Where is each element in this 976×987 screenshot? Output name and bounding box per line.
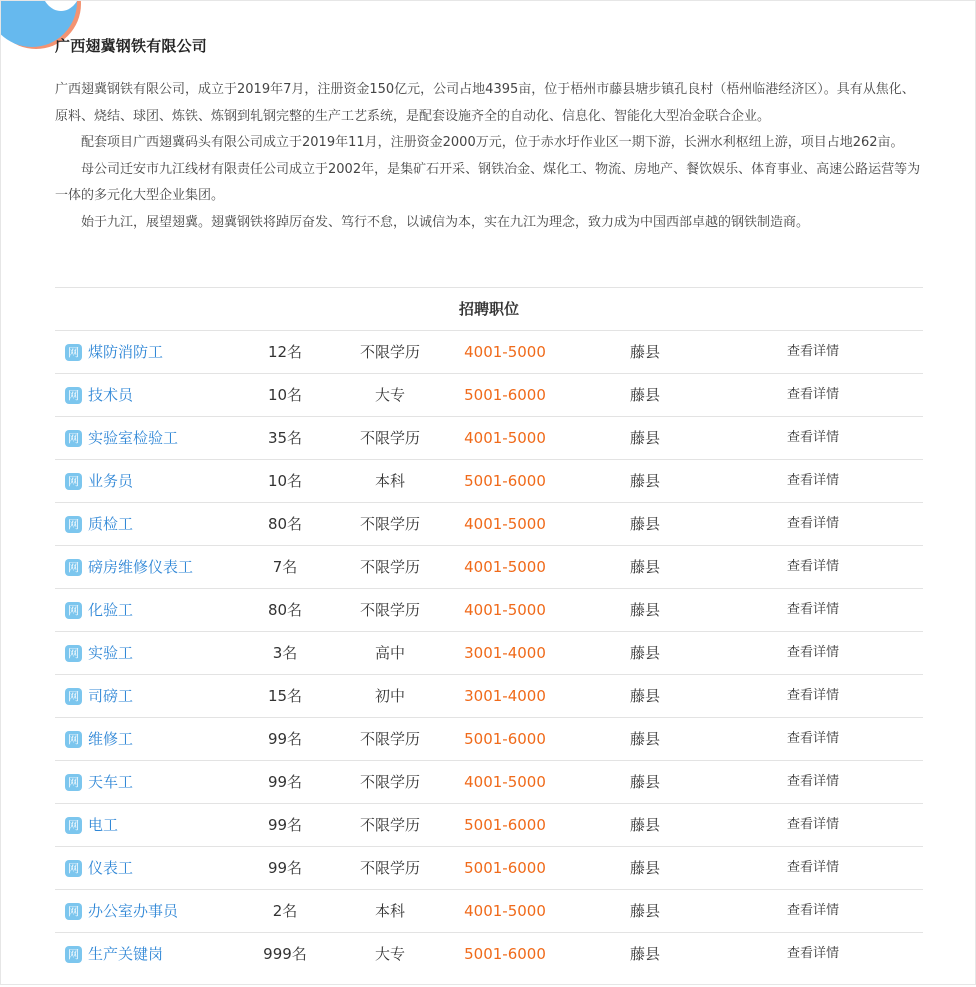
view-details-link[interactable]: 查看详情	[786, 946, 839, 961]
view-details-link[interactable]: 查看详情	[786, 602, 839, 617]
job-headcount: 7名	[272, 558, 298, 576]
job-title-link[interactable]: 司磅工	[88, 687, 134, 705]
job-salary: 4001-5000	[464, 601, 546, 619]
job-salary: 5001-6000	[464, 945, 546, 963]
job-location: 藤县	[629, 945, 660, 963]
job-row	[55, 589, 923, 632]
view-details-link[interactable]: 查看详情	[786, 817, 839, 832]
job-headcount: 80名	[267, 515, 303, 533]
job-row	[55, 417, 923, 460]
view-details-link[interactable]: 查看详情	[786, 903, 839, 918]
job-salary: 4001-5000	[464, 902, 546, 920]
job-salary: 5001-6000	[464, 730, 546, 748]
job-title-link[interactable]: 化验工	[88, 601, 134, 619]
web-badge-icon: 网	[65, 860, 82, 877]
job-title-link[interactable]: 实验工	[88, 644, 134, 662]
job-title-link[interactable]: 维修工	[88, 730, 134, 748]
view-details-link[interactable]: 查看详情	[786, 473, 839, 488]
job-title-link[interactable]: 仪表工	[88, 859, 134, 877]
job-row	[55, 804, 923, 847]
job-location: 藤县	[629, 429, 660, 447]
company-title: 广西翅冀钢铁有限公司	[55, 37, 208, 55]
job-location: 藤县	[629, 687, 660, 705]
web-badge-icon: 网	[65, 473, 82, 490]
job-education: 不限学历	[359, 429, 420, 447]
job-headcount: 999名	[263, 945, 307, 963]
job-row	[55, 847, 923, 890]
job-title-link[interactable]: 煤防消防工	[88, 343, 164, 361]
job-location: 藤县	[629, 859, 660, 877]
job-headcount: 10名	[267, 386, 303, 404]
view-details-link[interactable]: 查看详情	[786, 430, 839, 445]
job-education: 不限学历	[359, 601, 420, 619]
job-salary: 4001-5000	[464, 515, 546, 533]
web-badge-icon: 网	[65, 817, 82, 834]
job-location: 藤县	[629, 558, 660, 576]
job-education: 本科	[374, 472, 405, 490]
job-headcount: 99名	[267, 816, 303, 834]
view-details-link[interactable]: 查看详情	[786, 860, 839, 875]
view-details-link[interactable]: 查看详情	[786, 645, 839, 660]
job-title-link[interactable]: 质检工	[88, 515, 134, 533]
job-location: 藤县	[629, 472, 660, 490]
job-location: 藤县	[629, 773, 660, 791]
job-education: 不限学历	[359, 343, 420, 361]
view-details-link[interactable]: 查看详情	[786, 344, 839, 359]
web-badge-icon: 网	[65, 430, 82, 447]
job-title-link[interactable]: 实验室检验工	[88, 429, 179, 447]
web-badge-icon: 网	[65, 903, 82, 920]
job-row	[55, 546, 923, 589]
job-list	[55, 287, 923, 975]
web-badge-icon: 网	[65, 946, 82, 963]
job-education: 高中	[374, 644, 405, 662]
job-row	[55, 460, 923, 503]
intro-paragraph-1: 广西翅冀钢铁有限公司，成立于2019年7月，注册资金150亿元，公司占地4395亩，位于梧州市藤县塘步镇孔良村（梧州临港经济区）。具有从焦化、原料、烧结、球团、炼铁、炼钢到轧钢完整的生产工艺系统，是配套设施齐全的自动化、信息化、智能化大型冶金联合企业。	[55, 82, 915, 124]
job-salary: 4001-5000	[464, 773, 546, 791]
job-salary: 4001-5000	[464, 343, 546, 361]
view-details-link[interactable]: 查看详情	[786, 774, 839, 789]
job-row	[55, 632, 923, 675]
job-title-link[interactable]: 技术员	[88, 386, 134, 404]
job-location: 藤县	[629, 816, 660, 834]
job-education: 不限学历	[359, 859, 420, 877]
job-education: 不限学历	[359, 558, 420, 576]
job-headcount: 99名	[267, 730, 303, 748]
view-details-link[interactable]: 查看详情	[786, 387, 839, 402]
job-salary: 5001-6000	[464, 859, 546, 877]
job-row	[55, 331, 923, 374]
job-headcount: 99名	[267, 859, 303, 877]
job-list-header: 招聘职位	[55, 288, 923, 331]
job-rows	[55, 331, 923, 975]
web-badge-icon: 网	[65, 688, 82, 705]
job-education: 不限学历	[359, 773, 420, 791]
job-location: 藤县	[629, 644, 660, 662]
job-headcount: 80名	[267, 601, 303, 619]
job-salary: 4001-5000	[464, 558, 546, 576]
job-salary: 4001-5000	[464, 429, 546, 447]
job-education: 不限学历	[359, 816, 420, 834]
job-row	[55, 718, 923, 761]
job-title-link[interactable]: 磅房维修仪表工	[88, 558, 194, 576]
web-badge-icon: 网	[65, 559, 82, 576]
job-headcount: 15名	[267, 687, 303, 705]
job-row	[55, 933, 923, 975]
job-education: 大专	[374, 386, 405, 404]
job-title-link[interactable]: 生产关键岗	[88, 945, 164, 963]
web-badge-icon: 网	[65, 516, 82, 533]
job-row	[55, 890, 923, 933]
web-badge-icon: 网	[65, 387, 82, 404]
web-badge-icon: 网	[65, 645, 82, 662]
view-details-link[interactable]: 查看详情	[786, 516, 839, 531]
job-location: 藤县	[629, 343, 660, 361]
job-location: 藤县	[629, 730, 660, 748]
job-row	[55, 675, 923, 718]
job-salary: 5001-6000	[464, 816, 546, 834]
job-headcount: 35名	[267, 429, 303, 447]
job-education: 大专	[374, 945, 405, 963]
web-badge-icon: 网	[65, 602, 82, 619]
job-salary: 5001-6000	[464, 472, 546, 490]
job-headcount: 99名	[267, 773, 303, 791]
job-salary: 3001-4000	[464, 644, 546, 662]
web-badge-icon: 网	[65, 344, 82, 361]
view-details-link[interactable]: 查看详情	[786, 559, 839, 574]
job-headcount: 12名	[267, 343, 303, 361]
job-education: 不限学历	[359, 515, 420, 533]
job-salary: 5001-6000	[464, 386, 546, 404]
job-education: 本科	[374, 902, 405, 920]
job-title-link[interactable]: 天车工	[88, 773, 134, 791]
job-education: 初中	[374, 687, 405, 705]
job-location: 藤县	[629, 515, 660, 533]
job-location: 藤县	[629, 601, 660, 619]
web-badge-icon: 网	[65, 774, 82, 791]
job-location: 藤县	[629, 386, 660, 404]
intro-paragraph-2: 配套项目广西翅冀码头有限公司成立于2019年11月，注册资金2000万元，位于赤水圩作业区一期下游，长洲水利枢纽上游，项目占地262亩。	[81, 135, 904, 150]
job-education: 不限学历	[359, 730, 420, 748]
job-title-link[interactable]: 办公室办事员	[88, 902, 179, 920]
job-row	[55, 374, 923, 417]
view-details-link[interactable]: 查看详情	[786, 731, 839, 746]
job-headcount: 10名	[267, 472, 303, 490]
job-row	[55, 761, 923, 804]
intro-paragraph-4: 始于九江，展望翅冀。翅冀钢铁将踔厉奋发、笃行不怠，以诚信为本，实在九江为理念，致力成为中国西部卓越的钢铁制造商。	[81, 214, 810, 230]
view-details-link[interactable]: 查看详情	[786, 688, 839, 703]
job-title-link[interactable]: 业务员	[88, 472, 134, 490]
job-location: 藤县	[629, 902, 660, 920]
job-headcount: 2名	[272, 902, 298, 920]
job-headcount: 3名	[272, 644, 298, 662]
company-intro	[55, 77, 921, 236]
job-row	[55, 503, 923, 546]
job-salary: 3001-4000	[464, 687, 546, 705]
job-title-link[interactable]: 电工	[88, 816, 119, 834]
web-badge-icon: 网	[65, 731, 82, 748]
intro-paragraph-3: 母公司迁安市九江线材有限责任公司成立于2002年，是集矿石开采、钢铁冶金、煤化工、物流、房地产、餐饮娱乐、体育事业、高速公路运营等为一体的多元化大型企业集团。	[55, 161, 921, 203]
